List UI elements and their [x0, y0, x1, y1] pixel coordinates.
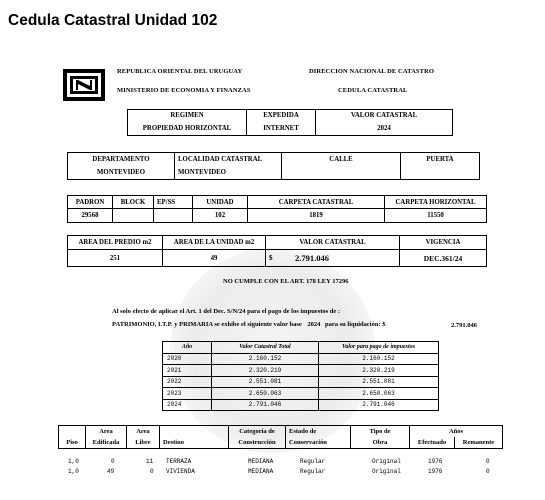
localidad-label: LOCALIDAD CATASTRAL: [175, 153, 282, 166]
table-row: [163, 365, 439, 377]
units-header-top: Estado de: [286, 426, 351, 438]
header-ministry: MINISTERIO DE ECONOMIA Y FINANZAS: [117, 87, 251, 94]
header-direction: DIRECCION NACIONAL DE CATASTRO: [309, 68, 435, 75]
unit-obra: Original: [372, 468, 401, 475]
units-header-top: [160, 426, 229, 438]
unit-efectuado: 1976: [428, 468, 443, 475]
carpeta-horizontal-label: CARPETA HORIZONTAL: [385, 196, 487, 209]
expedida-value: INTERNET: [247, 122, 316, 136]
no-cumple-note: NO CUMPLE CON EL ART. 178 LEY 17296: [223, 278, 349, 285]
regimen-value: PROPIEDAD HORIZONTAL: [128, 122, 247, 136]
departamento-label: DEPARTAMENTO: [68, 153, 175, 166]
units-header-top: Area: [86, 426, 127, 438]
unidad-value: 102: [193, 209, 248, 223]
padron-value: 29568: [68, 209, 113, 223]
table-row: [163, 399, 439, 411]
regimen-label: REGIMEN: [128, 110, 247, 122]
patrimonio-text: PATRIMONIO, I.T.P. y PRIMARIA se exhibe el siguiente valor base: [112, 321, 302, 328]
block-value: [113, 209, 154, 223]
unit-categoria: MEDIANA: [248, 458, 274, 465]
unit-efectuado: 1976: [428, 458, 443, 465]
valor-catastral-box-label: VALOR CATASTRAL: [266, 236, 400, 250]
history-header-valor: Valor Catastral Total: [212, 342, 319, 354]
calle-value: [282, 166, 401, 180]
history-table: [162, 341, 439, 411]
liquidacion-amount: 2.791.046: [451, 322, 477, 329]
units-header-conservacion: Conservación: [286, 437, 351, 449]
history-pago: 2.551.081: [319, 376, 439, 388]
expedida-label: EXPEDIDA: [247, 110, 316, 122]
localidad-value: MONTEVIDEO: [175, 166, 282, 180]
history-year: 2024: [163, 399, 212, 411]
patrimonio-year: 2024: [307, 321, 321, 328]
unit-libre: 11: [146, 458, 154, 465]
catastro-logo-icon: [62, 68, 106, 102]
efecto-note: Al solo efecto de aplicar el Art. 1 del Dec. S/N/24 para el pago de los impuestos de :: [112, 308, 341, 315]
valor-catastral-year: 2024: [316, 122, 453, 136]
history-header-pago: Valor para pago de impuestos: [319, 342, 439, 354]
history-year: 2021: [163, 365, 212, 377]
units-header-top: Categoria de: [229, 426, 286, 438]
area-unidad-value: 49: [163, 250, 266, 267]
unit-estado: Regular: [300, 458, 326, 465]
padron-label: PADRON: [68, 196, 113, 209]
table-row: [163, 388, 439, 400]
units-header-piso: Piso: [59, 437, 86, 449]
carpeta-catastral-value: 1819: [248, 209, 385, 223]
calle-label: CALLE: [282, 153, 401, 166]
history-valor: 2.551.081: [212, 376, 319, 388]
history-valor: 2.650.063: [212, 388, 319, 400]
units-header-top: Tipo de: [351, 426, 410, 438]
history-year: 2020: [163, 353, 212, 365]
header-cedula: CEDULA CATASTRAL: [338, 87, 408, 94]
units-header-construccion: Construcción: [229, 437, 286, 449]
history-pago: 2.791.046: [319, 399, 439, 411]
epss-value: [154, 209, 193, 223]
unit-piso: 1,0: [68, 458, 79, 465]
unit-destino: TERRAZA: [166, 458, 192, 465]
unit-edificada: 49: [107, 468, 115, 475]
liquidacion-text: para su liquidación: $: [325, 321, 386, 328]
location-box: [67, 152, 480, 180]
history-pago: 2.320.219: [319, 365, 439, 377]
units-header-obra: Obra: [351, 437, 410, 449]
units-header-top: Area: [127, 426, 160, 438]
unit-edificada: 0: [111, 458, 115, 465]
history-valor: 2.791.046: [212, 399, 319, 411]
area-predio-value: 251: [68, 250, 163, 267]
history-pago: 2.160.152: [319, 353, 439, 365]
units-header-top: [59, 426, 86, 438]
unit-obra: Original: [372, 458, 401, 465]
currency-symbol: $: [266, 250, 293, 267]
puerta-value: [401, 166, 480, 180]
vigencia-label: VIGENCIA: [400, 236, 487, 250]
history-header-year: Año: [163, 342, 212, 354]
area-predio-label: AREA DEL PREDIO m2: [68, 236, 163, 250]
carpeta-horizontal-value: 11550: [385, 209, 487, 223]
table-row: [163, 376, 439, 388]
unit-destino: VIVIENDA: [166, 468, 195, 475]
block-label: BLOCK: [113, 196, 154, 209]
regimen-box: [127, 109, 453, 136]
carpeta-catastral-label: CARPETA CATASTRAL: [248, 196, 385, 209]
area-box: [67, 235, 487, 267]
header-republic: REPUBLICA ORIENTAL DEL URUGUAY: [117, 68, 243, 75]
page-title: Cedula Catastral Unidad 102: [8, 12, 218, 29]
unit-remanente: 0: [486, 458, 490, 465]
history-valor: 2.160.152: [212, 353, 319, 365]
table-row: [163, 353, 439, 365]
departamento-value: MONTEVIDEO: [68, 166, 175, 180]
unit-remanente: 0: [486, 468, 490, 475]
units-header-top: Años: [410, 426, 503, 438]
units-header-edificada: Edificada: [86, 437, 127, 449]
valor-catastral-label: VALOR CATASTRAL: [316, 110, 453, 122]
padron-box: [67, 195, 487, 223]
unit-estado: Regular: [300, 468, 326, 475]
area-unidad-label: AREA DE LA UNIDAD m2: [163, 236, 266, 250]
units-header-libre: Libre: [127, 437, 160, 449]
valor-catastral-value: 2.791.046: [292, 250, 400, 267]
unit-piso: 1,0: [68, 468, 79, 475]
epss-label: EP/SS: [154, 196, 193, 209]
units-header-efectuado: Efectuado: [410, 437, 455, 449]
units-header-remanente: Remanente: [455, 437, 503, 449]
units-table: [58, 425, 503, 449]
units-header-destino: Destino: [160, 437, 229, 449]
unidad-label: UNIDAD: [193, 196, 248, 209]
puerta-label: PUERTA: [401, 153, 480, 166]
vigencia-value: DEC.361/24: [400, 250, 487, 267]
patrimonio-note: [112, 321, 386, 328]
unit-categoria: MEDIANA: [248, 468, 274, 475]
unit-libre: 0: [150, 468, 154, 475]
history-year: 2023: [163, 388, 212, 400]
history-year: 2022: [163, 376, 212, 388]
history-valor: 2.320.219: [212, 365, 319, 377]
history-pago: 2.650.063: [319, 388, 439, 400]
